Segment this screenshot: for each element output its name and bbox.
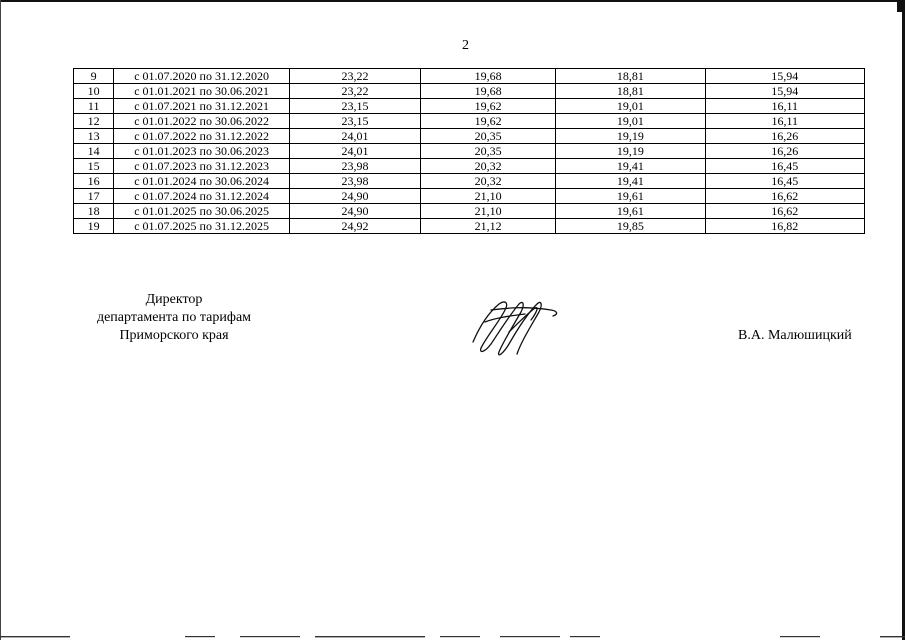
value-cell-2: 20,32 (421, 174, 556, 189)
value-cell-3: 19,41 (556, 174, 705, 189)
tariff-table-body (74, 69, 865, 234)
value-cell-1: 23,15 (289, 99, 420, 114)
value-cell-3: 18,81 (556, 69, 705, 84)
value-cell-2: 20,35 (421, 144, 556, 159)
value-cell-3: 19,61 (556, 189, 705, 204)
table-row (74, 84, 865, 99)
value-cell-1: 24,90 (289, 204, 420, 219)
value-cell-4: 16,62 (705, 204, 864, 219)
value-cell-1: 23,98 (289, 174, 420, 189)
row-number-cell: 9 (74, 69, 114, 84)
scan-border-left (0, 0, 1, 640)
value-cell-2: 19,62 (421, 114, 556, 129)
value-cell-3: 18,81 (556, 84, 705, 99)
value-cell-1: 23,15 (289, 114, 420, 129)
value-cell-4: 16,26 (705, 144, 864, 159)
row-number-cell: 14 (74, 144, 114, 159)
table-row (74, 159, 865, 174)
value-cell-1: 24,92 (289, 219, 420, 234)
signatory-title-line2: департамента по тарифам (96, 310, 252, 325)
table-row (74, 69, 865, 84)
period-cell: с 01.01.2021 по 30.06.2021 (114, 84, 290, 99)
value-cell-4: 16,26 (705, 129, 864, 144)
period-cell: с 01.01.2023 по 30.06.2023 (114, 144, 290, 159)
scan-corner-mark (897, 0, 905, 12)
period-cell: с 01.07.2021 по 31.12.2021 (114, 99, 290, 114)
value-cell-2: 19,62 (421, 99, 556, 114)
table-row (74, 129, 865, 144)
row-number-cell: 10 (74, 84, 114, 99)
page-number: 2 (462, 38, 469, 53)
value-cell-4: 15,94 (705, 84, 864, 99)
tariff-table (73, 68, 865, 234)
value-cell-1: 23,22 (289, 69, 420, 84)
table-row (74, 219, 865, 234)
row-number-cell: 18 (74, 204, 114, 219)
handwritten-signature (465, 292, 565, 360)
row-number-cell: 13 (74, 129, 114, 144)
signatory-title (74, 291, 274, 345)
value-cell-2: 21,10 (421, 204, 556, 219)
table-row (74, 174, 865, 189)
scan-border-top (0, 0, 905, 2)
period-cell: с 01.01.2024 по 30.06.2024 (114, 174, 290, 189)
value-cell-4: 16,45 (705, 174, 864, 189)
row-number-cell: 16 (74, 174, 114, 189)
period-cell: с 01.07.2022 по 31.12.2022 (114, 129, 290, 144)
value-cell-4: 16,45 (705, 159, 864, 174)
row-number-cell: 15 (74, 159, 114, 174)
value-cell-3: 19,85 (556, 219, 705, 234)
table-row (74, 144, 865, 159)
value-cell-4: 15,94 (705, 69, 864, 84)
value-cell-1: 24,01 (289, 129, 420, 144)
period-cell: с 01.07.2020 по 31.12.2020 (114, 69, 290, 84)
row-number-cell: 19 (74, 219, 114, 234)
value-cell-3: 19,01 (556, 99, 705, 114)
value-cell-2: 20,32 (421, 159, 556, 174)
value-cell-4: 16,62 (705, 189, 864, 204)
value-cell-3: 19,41 (556, 159, 705, 174)
period-cell: с 01.01.2025 по 30.06.2025 (114, 204, 290, 219)
table-row (74, 204, 865, 219)
value-cell-3: 19,19 (556, 129, 705, 144)
value-cell-1: 24,90 (289, 189, 420, 204)
period-cell: с 01.07.2023 по 31.12.2023 (114, 159, 290, 174)
value-cell-2: 21,10 (421, 189, 556, 204)
value-cell-2: 20,35 (421, 129, 556, 144)
value-cell-1: 23,22 (289, 84, 420, 99)
signatory-title-line3: Приморского края (119, 328, 229, 343)
scan-bottom-edge (0, 633, 905, 640)
period-cell: с 01.01.2022 по 30.06.2022 (114, 114, 290, 129)
table-row (74, 99, 865, 114)
value-cell-2: 19,68 (421, 84, 556, 99)
row-number-cell: 12 (74, 114, 114, 129)
signatory-title-line1: Директор (145, 292, 203, 307)
value-cell-4: 16,11 (705, 114, 864, 129)
value-cell-4: 16,11 (705, 99, 864, 114)
period-cell: с 01.07.2025 по 31.12.2025 (114, 219, 290, 234)
value-cell-3: 19,01 (556, 114, 705, 129)
signer-name: В.А. Малюшицкий (738, 328, 852, 343)
value-cell-1: 23,98 (289, 159, 420, 174)
value-cell-2: 19,68 (421, 69, 556, 84)
value-cell-3: 19,61 (556, 204, 705, 219)
period-cell: с 01.07.2024 по 31.12.2024 (114, 189, 290, 204)
value-cell-3: 19,19 (556, 144, 705, 159)
value-cell-1: 24,01 (289, 144, 420, 159)
value-cell-2: 21,12 (421, 219, 556, 234)
row-number-cell: 17 (74, 189, 114, 204)
table-row (74, 114, 865, 129)
table-row (74, 189, 865, 204)
value-cell-4: 16,82 (705, 219, 864, 234)
row-number-cell: 11 (74, 99, 114, 114)
